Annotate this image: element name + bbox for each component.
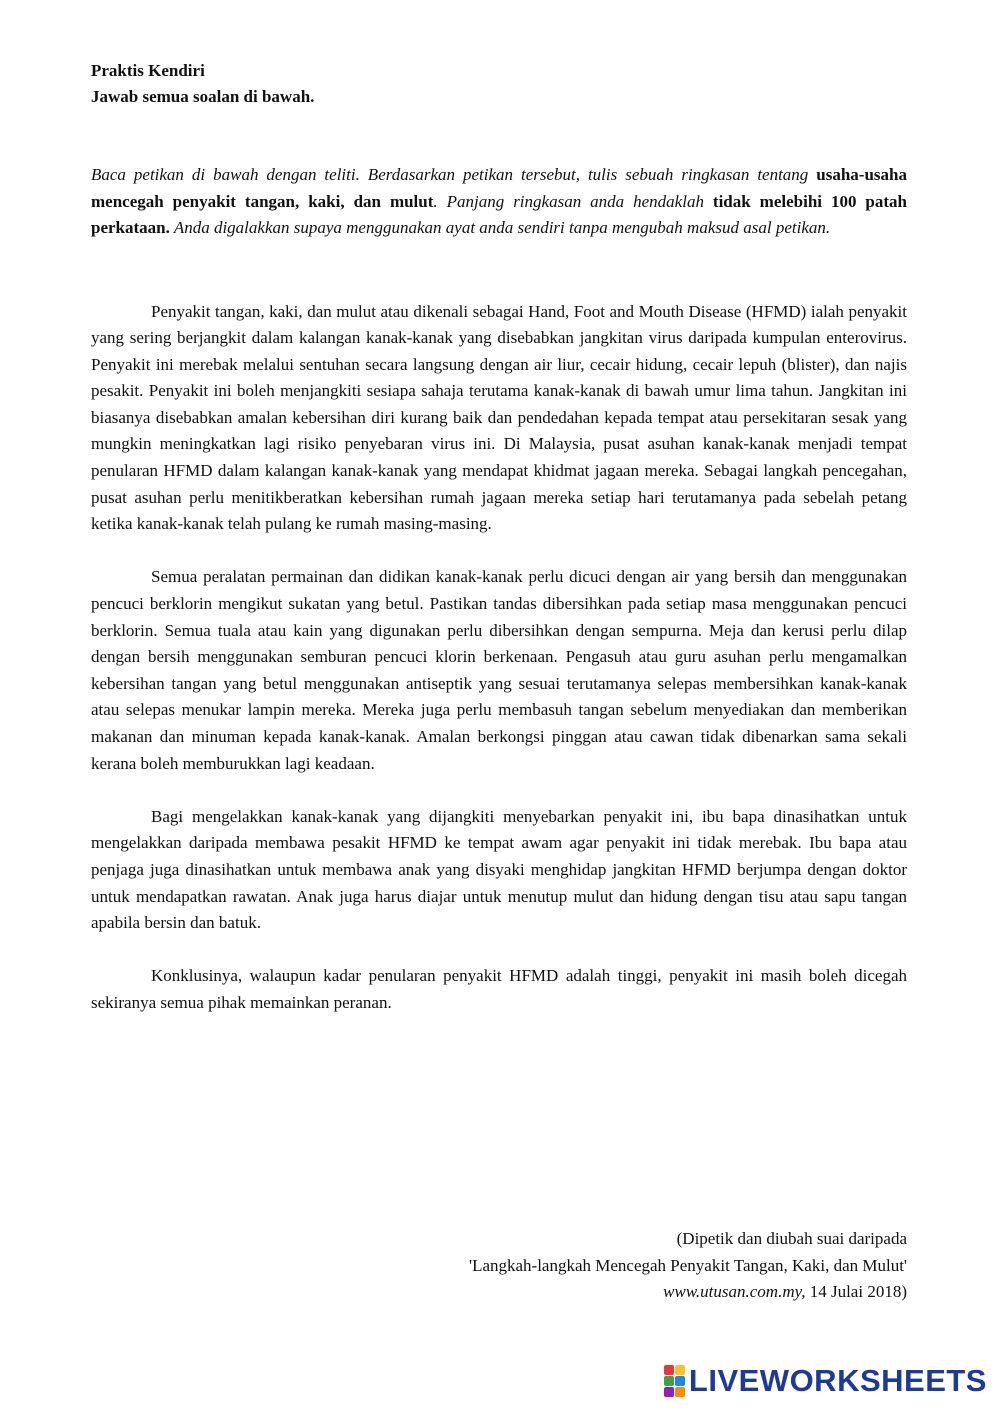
instructions-bold-limit: tidak melebihi 100 patah perkataan. [91, 191, 907, 237]
instructions-text-3: Anda digalakkan supaya menggunakan ayat anda sendiri tanpa mengubah maksud asal petikan. [169, 218, 831, 237]
instructions [91, 162, 907, 242]
passage-paragraph-3: Bagi mengelakkan kanak-kanak yang dijangkiti menyebarkan penyakit ini, ibu bapa dinasihatkan untuk mengelakkan daripada membawa pesakit HFMD ke tempat awam agar penyakit ini tidak merebak. Ibu bapa atau penjaga juga dinasihatkan untuk membawa anak yang disyaki menghidap jangkitan HFMD berjumpa dengan doktor untuk mendapatkan rawatan. Anak juga harus diajar untuk menutup mulut dan hidung dengan tisu atau sapu tangan apabila bersin dan batuk. [91, 806, 907, 933]
logo-square-4 [675, 1376, 685, 1386]
liveworksheets-logo-icon [664, 1365, 685, 1397]
logo-square-5 [664, 1387, 674, 1397]
logo-text: LIVEWORKSHEETS [688, 1363, 987, 1398]
source-website: www.utusan.com.my, [663, 1282, 806, 1301]
passage-paragraph-1: Penyakit tangan, kaki, dan mulut atau dikenali sebagai Hand, Foot and Mouth Disease (HFMD) ialah penyakit yang sering berjangkit dalam kalangan kanak-kanak yang disebabkan jangkitan virus daripada kumpulan enterovirus. Penyakit ini merebak melalui sentuhan secara langsung dengan air liur, cecair hidung, cecair lepuh (blister), dan najis pesakit. Penyakit ini boleh menjangkiti sesiapa sahaja terutama kanak-kanak di bawah umur lima tahun. Jangkitan ini biasanya disebabkan amalan kebersihan diri kurang baik dan pendedahan kepada tempat atau persekitaran sesak yang mungkin meningkatkan lagi risiko penyebaran virus ini. Di Malaysia, pusat asuhan kanak-kanak menjadi tempat penularan HFMD dalam kalangan kanak-kanak yang mendapat khidmat jagaan mereka. Sebagai langkah pencegahan, pusat asuhan perlu menitikberatkan kebersihan rumah jagaan mereka setiap hari terutamanya pada sebelah petang ketika kanak-kanak telah pulang ke rumah masing-masing. [91, 301, 907, 534]
instructions-text-2: . Panjang ringkasan anda hendaklah [433, 191, 713, 211]
logo-square-2 [675, 1365, 685, 1375]
source-citation [469, 1226, 907, 1306]
worksheet-page [91, 58, 907, 1301]
logo-square-6 [675, 1387, 685, 1397]
instructions-text-1: Baca petikan di bawah dengan teliti. Berdasarkan petikan tersebut, tulis sebuah ringkasan tentang [91, 165, 817, 184]
passage-paragraph-2: Semua peralatan permainan dan didikan kanak-kanak perlu dicuci dengan air yang bersih dan menggunakan pencuci berklorin mengikut sukatan yang betul. Pastikan tandas dibersihkan pada setiap masa menggunakan pencuci berklorin. Semua tuala atau kain yang digunakan perlu dibersihkan dengan sempurna. Meja dan kerusi perlu dilap dengan bersih menggunakan semburan pencuci klorin berkenaan. Pengasuh atau guru asuhan perlu mengamalkan kebersihan tangan yang betul menggunakan antiseptik yang sesuai terutamanya selepas membersihkan kanak-kanak atau selepas menukar lampin mereka. Mereka juga perlu membasuh tangan sebelum menyediakan dan memberikan makanan dan minuman kepada kanak-kanak. Amalan berkongsi pinggan atau cawan tidak dibenarkan sama sekali kerana boleh memburukkan lagi keadaan. [91, 567, 907, 773]
instructions-bold-topic: usaha-usaha mencegah penyakit tangan, kaki, dan mulut [91, 165, 907, 211]
source-line-1: (Dipetik dan diubah suai daripada [676, 1229, 907, 1248]
source-line-2: 'Langkah-langkah Mencegah Penyakit Tangan, Kaki, dan Mulut' [469, 1255, 907, 1275]
source-line-3 [469, 1279, 907, 1306]
passage-paragraph-4: Konklusinya, walaupun kadar penularan penyakit HFMD adalah tinggi, penyakit ini masih boleh dicegah sekiranya semua pihak memainkan peranan. [91, 966, 907, 1012]
page-title: Praktis Kendiri [91, 61, 205, 80]
source-date: 14 Julai 2018) [805, 1282, 907, 1301]
page-subtitle: Jawab semua soalan di bawah. [91, 87, 315, 106]
logo-square-1 [664, 1365, 674, 1375]
liveworksheets-logo [664, 1363, 987, 1399]
passage [91, 299, 907, 1017]
logo-square-3 [664, 1376, 674, 1386]
